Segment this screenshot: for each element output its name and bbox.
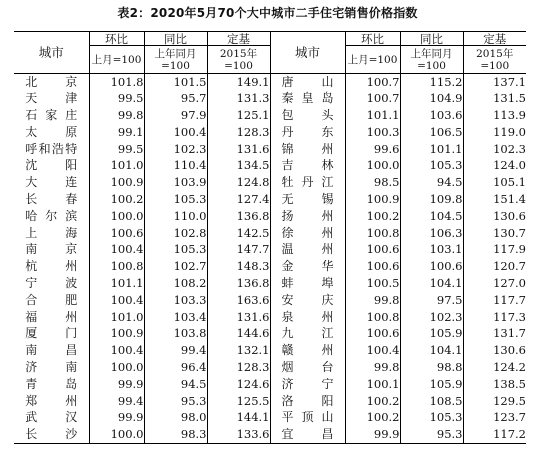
city-name-right [270,90,345,107]
base-value-right: 151.4 [463,191,526,208]
city-label: 济宁 [281,376,334,391]
base-value-right: 137.1 [463,74,526,91]
base-value-right: 127.0 [463,275,526,292]
base-value-right: 131.7 [463,325,526,342]
mom-value-left: 99.5 [89,90,144,107]
mom-value-left: 100.0 [89,359,144,376]
yoy-value-left: 103.4 [144,309,207,326]
city-name-right [270,225,345,242]
base-value-left: 125.5 [207,393,270,410]
city-label: 郑州 [25,393,78,408]
mom-value-right: 100.7 [345,90,400,107]
table-row [14,309,526,326]
yoy-value-left: 103.8 [144,325,207,342]
city-label: 厦门 [25,326,78,341]
col-header-mom-left: 环比 [89,32,144,46]
base-value-left: 134.5 [207,157,270,174]
mom-value-left: 100.9 [89,174,144,191]
city-name-right [270,393,345,410]
mom-value-right: 100.8 [345,225,400,242]
city-name-right [270,208,345,225]
base-value-left: 125.1 [207,107,270,124]
mom-value-left: 100.0 [89,426,144,443]
mom-value-right: 100.0 [345,157,400,174]
city-name-right [270,409,345,426]
mom-value-left: 100.4 [89,292,144,309]
col-subheader-base-right: 2015年=100 [463,46,526,74]
yoy-value-left: 94.5 [144,376,207,393]
mom-value-right: 100.9 [345,191,400,208]
yoy-value-left: 105.3 [144,241,207,258]
city-name-right [270,342,345,359]
mom-value-left: 99.1 [89,124,144,141]
city-label: 济南 [25,359,78,374]
base-value-left: 163.6 [207,292,270,309]
city-name-right [270,157,345,174]
mom-value-right: 100.7 [345,74,400,91]
mom-value-left: 100.8 [89,258,144,275]
city-label: 蚌埠 [281,275,334,290]
mom-value-left: 100.4 [89,241,144,258]
table-row [14,342,526,359]
yoy-value-right: 106.5 [400,124,463,141]
base-value-right: 117.2 [463,426,526,443]
col-subheader-yoy-left: 上年同月=100 [144,46,207,74]
city-name-right [270,174,345,191]
city-label: 太原 [25,124,78,139]
yoy-value-left: 98.0 [144,409,207,426]
yoy-value-right: 108.5 [400,393,463,410]
base-value-right: 138.5 [463,376,526,393]
base-value-left: 144.1 [207,409,270,426]
yoy-value-left: 101.5 [144,74,207,91]
yoy-value-left: 102.8 [144,225,207,242]
col-subheader-mom-left: 上月=100 [89,46,144,74]
table-row [14,393,526,410]
city-name-left [14,208,89,225]
price-index-table [14,31,526,444]
base-value-right: 124.0 [463,157,526,174]
base-value-left: 142.5 [207,225,270,242]
city-label: 吉林 [281,158,334,173]
mom-value-right: 100.8 [345,309,400,326]
mom-value-left: 100.6 [89,225,144,242]
city-label: 唐山 [281,74,334,89]
col-header-base-left: 定基 [207,32,270,46]
base-value-right: 117.7 [463,292,526,309]
table-row [14,124,526,141]
col-subheader-yoy-right: 上年同月=100 [400,46,463,74]
col-header-city-left: 城市 [14,32,89,74]
base-value-left: 124.8 [207,174,270,191]
base-value-right: 130.6 [463,208,526,225]
base-value-left: 133.6 [207,426,270,443]
col-subheader-mom-right: 上月=100 [345,46,400,74]
yoy-value-left: 110.4 [144,157,207,174]
base-value-left: 136.8 [207,208,270,225]
city-label: 丹东 [281,124,334,139]
city-name-left [14,191,89,208]
city-label: 无锡 [281,191,334,206]
mom-value-right: 100.2 [345,208,400,225]
table-row [14,409,526,426]
city-name-right [270,275,345,292]
city-name-right [270,74,345,91]
mom-value-left: 99.9 [89,376,144,393]
yoy-value-right: 101.1 [400,141,463,158]
mom-value-right: 100.6 [345,258,400,275]
base-value-left: 124.6 [207,376,270,393]
table-row [14,191,526,208]
city-label: 天津 [25,91,78,106]
city-name-right [270,426,345,443]
city-name-right [270,107,345,124]
city-label: 武汉 [25,410,78,425]
yoy-value-right: 105.3 [400,157,463,174]
city-name-right [270,376,345,393]
base-value-left: 131.6 [207,141,270,158]
yoy-value-left: 102.7 [144,258,207,275]
col-subheader-base-left: 2015年=100 [207,46,270,74]
yoy-value-right: 100.6 [400,258,463,275]
yoy-value-left: 95.3 [144,393,207,410]
yoy-value-left: 103.9 [144,174,207,191]
mom-value-right: 100.3 [345,124,400,141]
city-name-left [14,325,89,342]
mom-value-left: 99.9 [89,409,144,426]
mom-value-left: 99.4 [89,393,144,410]
table-row [14,359,526,376]
mom-value-right: 99.8 [345,359,400,376]
mom-value-right: 98.5 [345,174,400,191]
yoy-value-left: 100.4 [144,124,207,141]
yoy-value-right: 104.1 [400,342,463,359]
city-label: 牡丹江 [281,175,334,190]
city-name-right [270,191,345,208]
mom-value-left: 99.8 [89,107,144,124]
table-row [14,258,526,275]
city-name-left [14,409,89,426]
city-label: 石家庄 [25,107,78,122]
yoy-value-left: 96.4 [144,359,207,376]
base-value-right: 124.2 [463,359,526,376]
city-name-left [14,174,89,191]
table-row [14,157,526,174]
yoy-value-right: 103.6 [400,107,463,124]
base-value-left: 144.6 [207,325,270,342]
city-label: 金华 [281,259,334,274]
city-name-left [14,141,89,158]
mom-value-left: 101.0 [89,157,144,174]
city-label: 哈尔滨 [25,208,78,223]
base-value-right: 129.5 [463,393,526,410]
yoy-value-right: 106.3 [400,225,463,242]
base-value-left: 131.3 [207,90,270,107]
city-name-right [270,258,345,275]
city-label: 呼和浩特 [25,141,78,156]
city-label: 平顶山 [281,410,334,425]
mom-value-left: 100.9 [89,325,144,342]
col-header-yoy-left: 同比 [144,32,207,46]
yoy-value-right: 105.9 [400,325,463,342]
city-label: 长春 [25,191,78,206]
mom-value-left: 99.5 [89,141,144,158]
yoy-value-left: 95.7 [144,90,207,107]
yoy-value-right: 105.9 [400,376,463,393]
mom-value-right: 99.9 [345,426,400,443]
city-label: 安庆 [281,292,334,307]
base-value-left: 127.4 [207,191,270,208]
base-value-right: 130.7 [463,225,526,242]
city-name-left [14,393,89,410]
city-name-right [270,241,345,258]
yoy-value-right: 115.2 [400,74,463,91]
mom-value-right: 100.1 [345,376,400,393]
city-name-left [14,225,89,242]
base-value-right: 123.7 [463,409,526,426]
city-name-right [270,124,345,141]
city-name-left [14,157,89,174]
yoy-value-left: 98.3 [144,426,207,443]
city-name-right [270,359,345,376]
base-value-left: 128.3 [207,359,270,376]
mom-value-left: 101.8 [89,74,144,91]
base-value-left: 147.7 [207,241,270,258]
city-name-left [14,258,89,275]
header-row-top [14,32,526,46]
yoy-value-right: 98.8 [400,359,463,376]
table-row [14,74,526,91]
table-row [14,426,526,443]
city-label: 锦州 [281,141,334,156]
mom-value-left: 100.0 [89,208,144,225]
yoy-value-right: 104.1 [400,275,463,292]
table-row [14,241,526,258]
yoy-value-right: 104.9 [400,90,463,107]
city-name-right [270,309,345,326]
yoy-value-left: 103.3 [144,292,207,309]
mom-value-right: 100.2 [345,393,400,410]
city-label: 南昌 [25,343,78,358]
table-row [14,208,526,225]
base-value-left: 148.3 [207,258,270,275]
city-name-right [270,141,345,158]
mom-value-right: 99.6 [345,141,400,158]
city-name-left [14,74,89,91]
col-header-base-right: 定基 [463,32,526,46]
mom-value-right: 101.1 [345,107,400,124]
yoy-value-right: 104.5 [400,208,463,225]
yoy-value-right: 109.8 [400,191,463,208]
mom-value-right: 100.4 [345,342,400,359]
mom-value-right: 99.8 [345,292,400,309]
base-value-right: 117.9 [463,241,526,258]
yoy-value-left: 110.0 [144,208,207,225]
table-row [14,225,526,242]
mom-value-right: 100.2 [345,409,400,426]
city-label: 沈阳 [25,158,78,173]
col-header-mom-right: 环比 [345,32,400,46]
table-row [14,292,526,309]
city-label: 温州 [281,242,334,257]
base-value-right: 119.0 [463,124,526,141]
city-name-left [14,309,89,326]
city-label: 福州 [25,309,78,324]
mom-value-right: 100.6 [345,241,400,258]
city-name-left [14,426,89,443]
base-value-left: 128.3 [207,124,270,141]
base-value-left: 136.8 [207,275,270,292]
yoy-value-left: 108.2 [144,275,207,292]
city-name-left [14,275,89,292]
yoy-value-left: 105.3 [144,191,207,208]
yoy-value-left: 99.4 [144,342,207,359]
city-name-left [14,90,89,107]
city-name-left [14,241,89,258]
city-name-left [14,124,89,141]
base-value-right: 105.1 [463,174,526,191]
city-label: 烟台 [281,359,334,374]
table-title: 表2：2020年5月70个大中城市二手住宅销售价格指数 [117,6,418,20]
city-label: 赣州 [281,343,334,358]
mom-value-left: 101.1 [89,275,144,292]
city-name-right [270,292,345,309]
yoy-value-right: 95.3 [400,426,463,443]
col-header-city-right: 城市 [270,32,345,74]
city-label: 上海 [25,225,78,240]
base-value-right: 113.9 [463,107,526,124]
city-name-left [14,376,89,393]
base-value-right: 117.3 [463,309,526,326]
table-row [14,376,526,393]
mom-value-left: 101.0 [89,309,144,326]
city-label: 北京 [25,74,78,89]
city-label: 徐州 [281,225,334,240]
yoy-value-left: 102.3 [144,141,207,158]
yoy-value-right: 94.5 [400,174,463,191]
base-value-right: 120.7 [463,258,526,275]
city-label: 洛阳 [281,393,334,408]
city-name-right [270,325,345,342]
table-row [14,90,526,107]
table-row [14,107,526,124]
city-label: 南京 [25,242,78,257]
city-label: 扬州 [281,208,334,223]
mom-value-left: 100.2 [89,191,144,208]
city-name-left [14,107,89,124]
city-name-left [14,359,89,376]
city-label: 合肥 [25,292,78,307]
table-row [14,141,526,158]
base-value-right: 131.5 [463,90,526,107]
city-label: 秦皇岛 [281,91,334,106]
city-label: 包头 [281,107,334,122]
city-name-left [14,342,89,359]
mom-value-right: 100.6 [345,325,400,342]
table-row [14,325,526,342]
city-label: 九江 [281,326,334,341]
yoy-value-right: 103.1 [400,241,463,258]
mom-value-right: 100.5 [345,275,400,292]
city-label: 杭州 [25,259,78,274]
city-label: 长沙 [25,426,78,441]
yoy-value-right: 105.3 [400,409,463,426]
base-value-left: 132.1 [207,342,270,359]
table-row [14,174,526,191]
city-label: 宜昌 [281,426,334,441]
col-header-yoy-right: 同比 [400,32,463,46]
city-label: 泉州 [281,309,334,324]
table-row [14,275,526,292]
yoy-value-right: 97.5 [400,292,463,309]
city-label: 宁波 [25,275,78,290]
city-label: 青岛 [25,376,78,391]
base-value-left: 149.1 [207,74,270,91]
yoy-value-right: 102.3 [400,309,463,326]
table-body [14,74,526,444]
city-label: 大连 [25,175,78,190]
mom-value-left: 100.4 [89,342,144,359]
base-value-right: 102.3 [463,141,526,158]
base-value-left: 131.6 [207,309,270,326]
base-value-right: 130.6 [463,342,526,359]
yoy-value-left: 97.9 [144,107,207,124]
city-name-left [14,292,89,309]
